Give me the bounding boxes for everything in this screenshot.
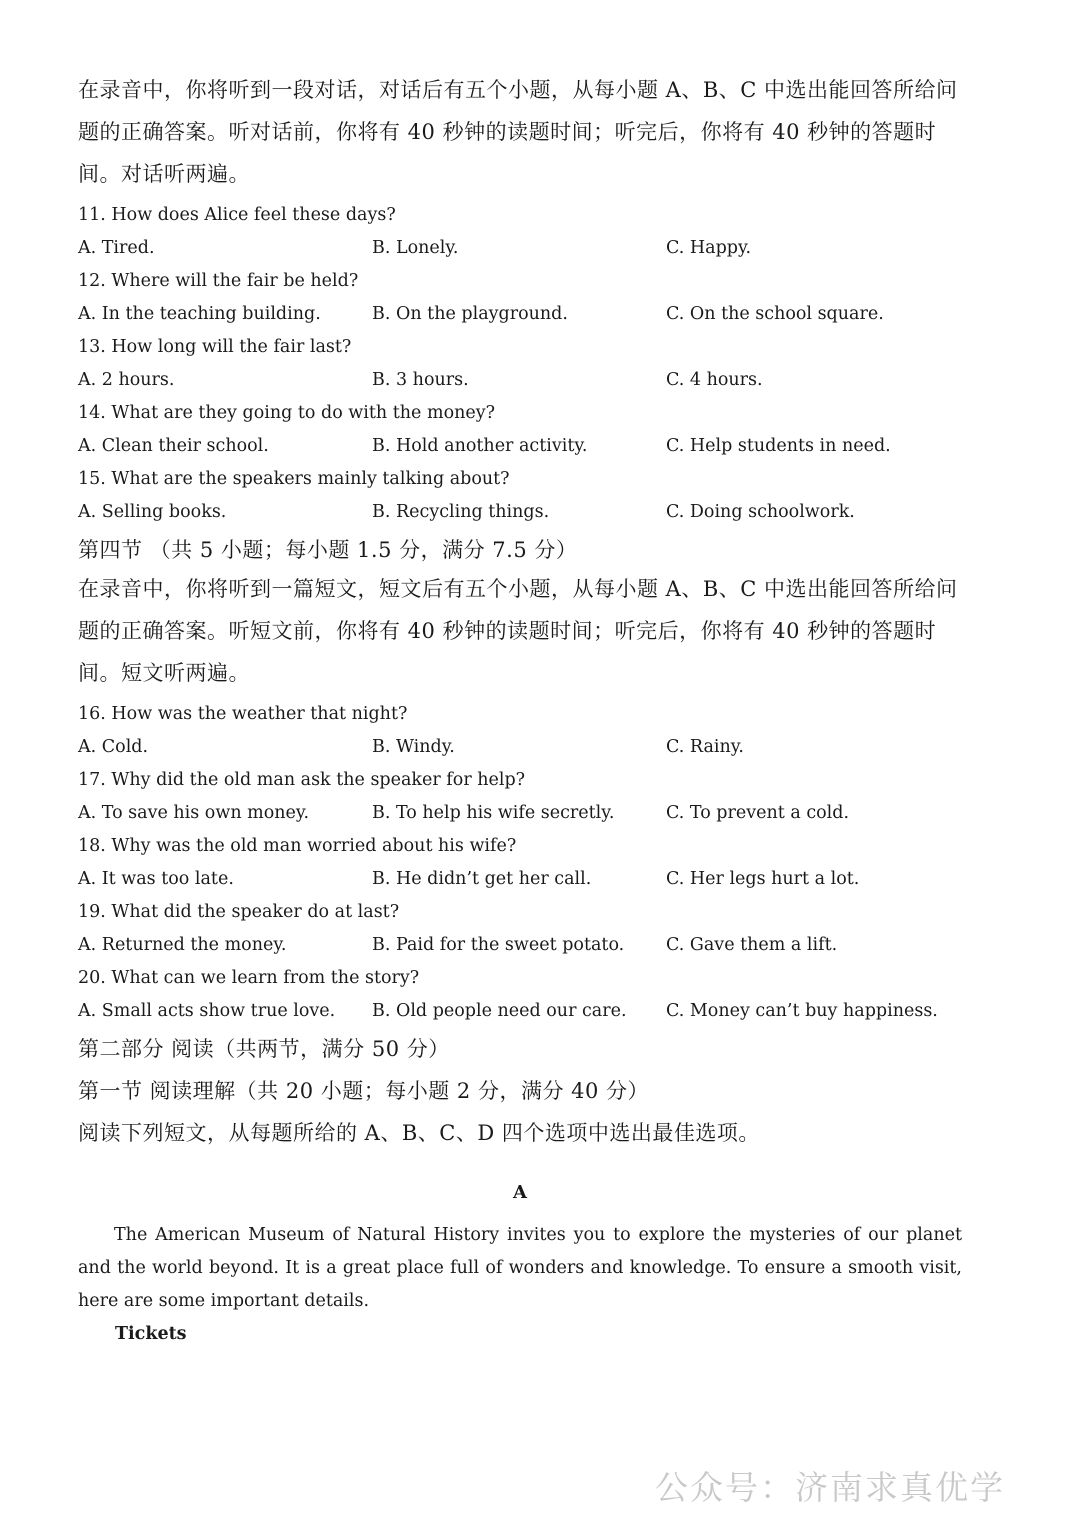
question-17: 17. Why did the old man ask the speaker for help? [78, 770, 526, 790]
watermark: 公众号：济南求真优学 [655, 1468, 1005, 1507]
question-17-option-b: B. To help his wife secretly. [372, 803, 615, 823]
question-20-option-b: B. Old people need our care. [372, 1001, 627, 1021]
section3-intro: 在录音中，你将听到一段对话，对话后有五个小题，从每小题 A、B、C 中选出能回答所给问题的正确答案。听对话前，你将有 40 秒钟的读题时间；听完后，你将有 40 秒钟的答题时间。对话听两遍。 [78, 78, 958, 186]
question-13-option-a: A. 2 hours. [78, 370, 175, 390]
section4-intro: 在录音中，你将听到一篇短文，短文后有五个小题，从每小题 A、B、C 中选出能回答所给问题的正确答案。听短文前，你将有 40 秒钟的读题时间；听完后，你将有 40 秒钟的答题时间。短文听两遍。 [78, 577, 958, 685]
question-15-option-b: B. Recycling things. [372, 502, 550, 522]
question-14-option-a: A. Clean their school. [78, 436, 269, 456]
question-15: 15. What are the speakers mainly talking about? [78, 469, 510, 489]
question-19-option-c: C. Gave them a lift. [666, 935, 838, 955]
question-16-option-c: C. Rainy. [666, 737, 744, 757]
question-13-option-c: C. 4 hours. [666, 370, 763, 390]
question-19-option-b: B. Paid for the sweet potato. [372, 935, 625, 955]
question-13-option-b: B. 3 hours. [372, 370, 469, 390]
question-19: 19. What did the speaker do at last? [78, 902, 400, 922]
question-12-option-b: B. On the playground. [372, 304, 568, 324]
question-18-option-c: C. Her legs hurt a lot. [666, 869, 860, 889]
section4-heading: 第四节 （共 5 小题；每小题 1.5 分，满分 7.5 分） [78, 538, 578, 562]
question-18-option-b: B. He didn’t get her call. [372, 869, 592, 889]
question-16-option-b: B. Windy. [372, 737, 455, 757]
question-17-option-a: A. To save his own money. [78, 803, 310, 823]
question-12-option-c: C. On the school square. [666, 304, 884, 324]
part2-section1-heading: 第一节 阅读理解（共 20 小题；每小题 2 分，满分 40 分） [78, 1079, 650, 1103]
passage-paragraph: The American Museum of Natural History invites you to explore the mysteries of our planet and the world beyond. It is a great place full of wonders and knowledge. To ensure a smooth visit, here are some important details. [78, 1225, 962, 1311]
passage-subheading: Tickets [115, 1324, 187, 1344]
question-11: 11. How does Alice feel these days? [78, 205, 396, 225]
part2-instruction: 阅读下列短文，从每题所给的 A、B、C、D 四个选项中选出最佳选项。 [78, 1121, 760, 1145]
passage-label: A [513, 1182, 527, 1203]
question-11-option-a: A. Tired. [78, 238, 155, 258]
question-16: 16. How was the weather that night? [78, 704, 408, 724]
question-12-option-a: A. In the teaching building. [78, 304, 321, 324]
question-19-option-a: A. Returned the money. [78, 935, 287, 955]
question-15-option-a: A. Selling books. [78, 502, 227, 522]
question-15-option-c: C. Doing schoolwork. [666, 502, 855, 522]
question-20: 20. What can we learn from the story? [78, 968, 420, 988]
part2-heading: 第二部分 阅读（共两节，满分 50 分） [78, 1037, 450, 1061]
question-12: 12. Where will the fair be held? [78, 271, 359, 291]
question-14-option-b: B. Hold another activity. [372, 436, 588, 456]
question-20-option-a: A. Small acts show true love. [78, 1001, 336, 1021]
question-18-option-a: A. It was too late. [78, 869, 234, 889]
question-18: 18. Why was the old man worried about his wife? [78, 836, 517, 856]
question-13: 13. How long will the fair last? [78, 337, 352, 357]
question-16-option-a: A. Cold. [78, 737, 149, 757]
question-14: 14. What are they going to do with the money? [78, 403, 496, 423]
question-11-option-b: B. Lonely. [372, 238, 459, 258]
question-20-option-c: C. Money can’t buy happiness. [666, 1001, 938, 1021]
question-17-option-c: C. To prevent a cold. [666, 803, 850, 823]
question-14-option-c: C. Help students in need. [666, 436, 891, 456]
question-11-option-c: C. Happy. [666, 238, 752, 258]
